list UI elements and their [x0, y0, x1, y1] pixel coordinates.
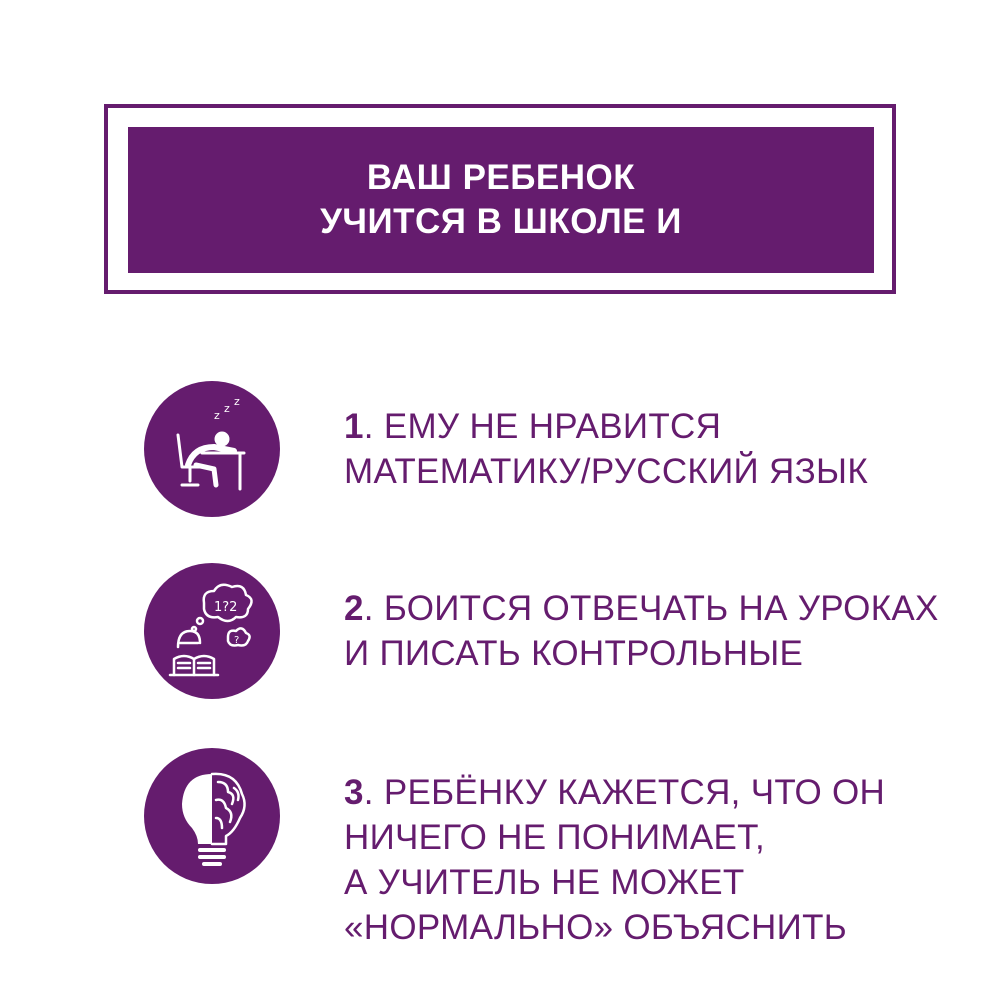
item-text-line: И ПИСАТЬ КОНТРОЛЬНЫЕ [344, 634, 804, 673]
item-number: 3 [344, 773, 364, 812]
svg-text:z: z [234, 395, 240, 408]
item-text-line: . РЕБЁНКУ КАЖЕТСЯ, ЧТО ОН [363, 773, 886, 812]
item-text-line: А УЧИТЕЛЬ НЕ МОЖЕТ [344, 863, 745, 902]
confused-reader-icon [144, 563, 280, 699]
item-text-line: НИЧЕГО НЕ ПОНИМАЕТ, [344, 818, 765, 857]
item-number: 1 [344, 407, 364, 446]
item-text-line: . БОИТСЯ ОТВЕЧАТЬ НА УРОКАХ [363, 589, 939, 628]
brain-lightbulb-icon [144, 748, 280, 884]
svg-text:z: z [224, 402, 230, 415]
header-line-1: ВАШ РЕБЕНОК [366, 158, 636, 197]
svg-text:1?2: 1?2 [214, 600, 238, 615]
list-item-3 [344, 770, 885, 950]
header-banner [128, 127, 874, 273]
svg-text:?: ? [234, 635, 240, 646]
header-line-2: УЧИТСЯ В ШКОЛЕ И [320, 202, 682, 241]
list-item-2 [344, 586, 939, 676]
item-text-line: . ЕМУ НЕ НРАВИТСЯ [363, 407, 722, 446]
sleeping-student-icon [144, 381, 280, 517]
item-text-line: «НОРМАЛЬНО» ОБЪЯСНИТЬ [344, 908, 848, 947]
item-text-line: МАТЕМАТИКУ/РУССКИЙ ЯЗЫК [344, 452, 869, 491]
svg-text:z: z [214, 409, 220, 422]
list-item-1 [344, 404, 868, 494]
item-number: 2 [344, 589, 364, 628]
